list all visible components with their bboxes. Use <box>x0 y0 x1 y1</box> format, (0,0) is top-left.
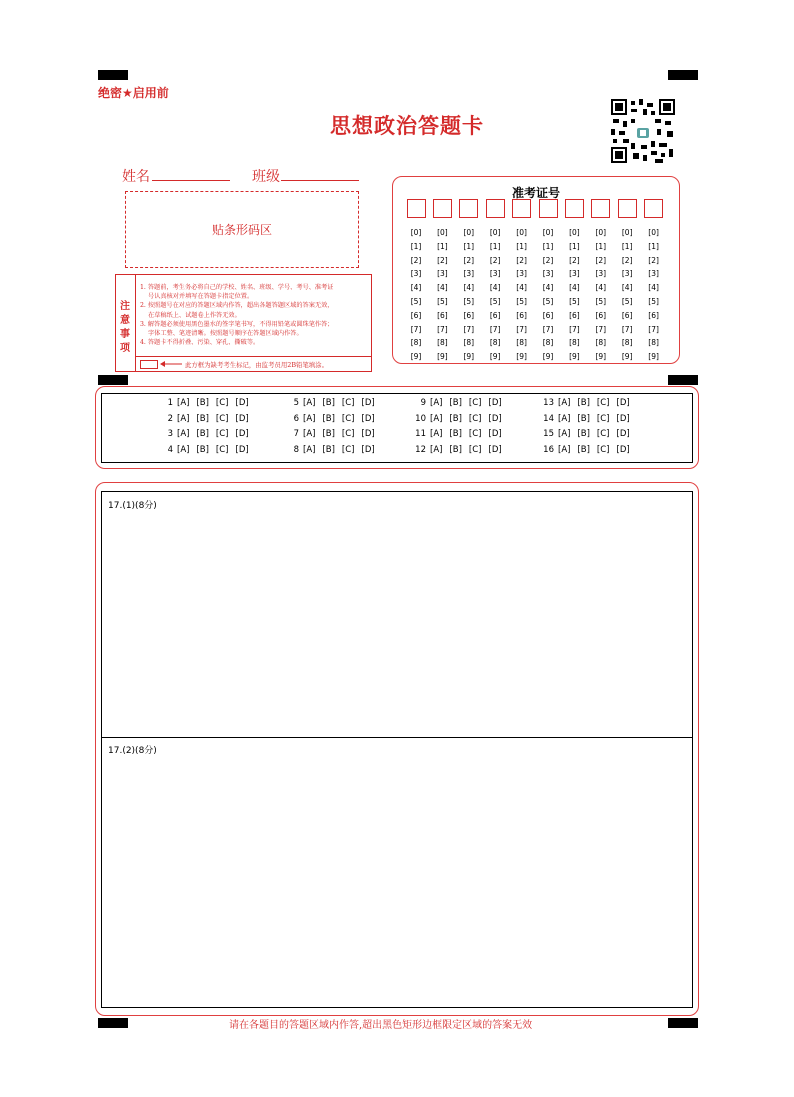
alignment-mark <box>98 1018 128 1028</box>
notice-label-char: 事 <box>120 329 130 340</box>
alignment-mark <box>668 1018 698 1028</box>
exam-id-bubble[interactable]: [9] <box>569 352 580 362</box>
exam-id-digit-box[interactable] <box>618 199 637 218</box>
mcq-option-bubble[interactable]: [C] <box>215 429 229 439</box>
alignment-mark <box>668 70 698 80</box>
exam-id-bubble[interactable]: [5] <box>437 296 448 306</box>
mcq-question-number: 1 <box>167 398 173 408</box>
class-label: 班级 <box>252 169 280 185</box>
exam-id-bubble[interactable]: [3] <box>516 269 527 279</box>
exam-id-bubble[interactable]: [8] <box>516 338 527 348</box>
exam-id-column <box>563 199 585 364</box>
exam-id-bubble[interactable]: [5] <box>489 296 501 306</box>
exam-id-bubble[interactable]: [0] <box>542 228 554 237</box>
exam-id-bubble[interactable]: [1] <box>542 241 554 251</box>
mcq-option-bubble[interactable]: [B] <box>322 444 335 455</box>
notice-box <box>115 274 372 372</box>
exam-id-bubble[interactable]: [3] <box>569 269 580 279</box>
mcq-option-bubble[interactable]: [C] <box>341 429 355 439</box>
notice-item: 号认真核对并填写在答题卡指定位置。 <box>148 293 254 301</box>
alignment-mark <box>98 70 128 80</box>
exam-id-bubble[interactable]: [2] <box>489 255 501 265</box>
mcq-question-number: 7 <box>293 429 299 439</box>
mcq-option-bubble[interactable]: [C] <box>215 398 229 408</box>
exam-id-bubble[interactable]: [7] <box>516 324 527 334</box>
notice-label-char: 项 <box>120 343 130 354</box>
mcq-option-bubble[interactable]: [C] <box>468 413 482 424</box>
exam-id-bubble[interactable]: [8] <box>463 338 475 348</box>
mcq-option-bubble[interactable]: [B] <box>322 413 335 424</box>
exam-id-bubble[interactable]: [0] <box>516 228 527 237</box>
exam-id-bubble[interactable]: [6] <box>569 310 580 320</box>
mcq-option-bubble[interactable]: [B] <box>449 444 462 455</box>
mcq-question-row <box>414 414 509 424</box>
exam-id-bubble[interactable]: [4] <box>463 283 475 293</box>
exam-id-bubble[interactable]: [3] <box>410 269 422 279</box>
mcq-question-number: 4 <box>167 444 173 455</box>
exam-id-bubble[interactable]: [6] <box>595 310 607 320</box>
mcq-option-bubble[interactable]: [A] <box>177 444 190 455</box>
exam-id-bubble[interactable]: [8] <box>410 338 422 348</box>
mcq-option-bubble[interactable]: [C] <box>215 444 229 455</box>
exam-id-bubble[interactable]: [1] <box>648 241 659 251</box>
exam-id-column <box>511 199 533 364</box>
absent-note: 此方框为缺考考生标记，由监考员用2B铅笔填涂。 <box>185 361 328 369</box>
notice-label <box>116 275 136 371</box>
page-title: 思想政治答题卡 <box>330 114 484 138</box>
exam-id-bubble[interactable]: [1] <box>410 241 422 251</box>
barcode-area-label: 贴条形码区 <box>211 223 272 237</box>
absent-checkbox[interactable] <box>140 360 158 369</box>
mcq-question-row <box>414 429 509 439</box>
exam-id-bubble[interactable]: [4] <box>648 283 659 293</box>
mcq-option-bubble[interactable]: [C] <box>468 429 482 439</box>
mcq-option-bubble[interactable]: [D] <box>235 429 249 439</box>
exam-id-column <box>537 199 559 364</box>
exam-id-bubble[interactable]: [3] <box>463 269 475 279</box>
exam-id-bubble[interactable]: [5] <box>463 296 475 306</box>
mcq-option-bubble[interactable]: [D] <box>361 398 375 408</box>
mcq-question-number: 9 <box>420 398 426 408</box>
mcq-option-bubble[interactable]: [D] <box>616 444 630 455</box>
mcq-option-bubble[interactable]: [B] <box>196 429 209 439</box>
mcq-question-number: 6 <box>293 413 299 424</box>
exam-id-bubble[interactable]: [6] <box>463 310 475 320</box>
exam-id-bubble[interactable]: [8] <box>595 338 607 348</box>
exam-id-column <box>484 199 506 364</box>
mcq-option-bubble[interactable]: [B] <box>449 398 462 408</box>
mcq-option-bubble[interactable]: [D] <box>488 398 502 408</box>
answer-box-17-1[interactable] <box>101 491 693 738</box>
mcq-question-row <box>287 445 382 455</box>
mcq-option-bubble[interactable]: [C] <box>596 444 610 455</box>
mcq-option-bubble[interactable]: [B] <box>322 429 335 439</box>
exam-id-bubble[interactable]: [7] <box>595 324 607 334</box>
notice-text <box>140 283 368 347</box>
mcq-question-row <box>161 398 256 408</box>
exam-id-bubble[interactable]: [7] <box>489 324 501 334</box>
exam-id-grid <box>405 199 667 361</box>
mcq-question-number: 16 <box>543 444 554 455</box>
exam-id-bubble[interactable]: [7] <box>463 324 475 334</box>
exam-id-digit-box[interactable] <box>565 199 584 218</box>
mcq-option-bubble[interactable]: [B] <box>577 413 590 424</box>
question-label: 17.(2)(8分) <box>108 746 157 756</box>
exam-id-bubble[interactable]: [5] <box>648 296 659 306</box>
mcq-option-bubble[interactable]: [A] <box>177 413 190 424</box>
mcq-option-bubble[interactable]: [D] <box>616 429 630 439</box>
mcq-option-bubble[interactable]: [D] <box>488 444 502 455</box>
exam-id-bubble[interactable]: [4] <box>516 283 527 293</box>
exam-id-bubble[interactable]: [8] <box>437 338 448 348</box>
exam-id-bubble[interactable]: [9] <box>516 352 527 362</box>
exam-id-bubble[interactable]: [7] <box>410 324 422 334</box>
exam-id-bubble[interactable]: [6] <box>410 310 422 320</box>
mcq-option-bubble[interactable]: [A] <box>430 429 443 439</box>
exam-id-bubble[interactable]: [4] <box>569 283 580 293</box>
exam-id-bubble[interactable]: [8] <box>489 338 501 348</box>
mcq-option-bubble[interactable]: [A] <box>303 398 316 408</box>
mcq-option-bubble[interactable]: [D] <box>616 398 630 408</box>
exam-id-bubble[interactable]: [6] <box>648 310 659 320</box>
mcq-option-bubble[interactable]: [B] <box>196 444 209 455</box>
mcq-question-number: 11 <box>415 429 426 439</box>
mcq-question-number: 5 <box>293 398 299 408</box>
exam-id-bubble[interactable]: [1] <box>621 241 633 251</box>
mcq-option-bubble[interactable]: [D] <box>361 413 375 424</box>
footer-warning: 请在各题目的答题区域内作答,超出黑色矩形边框限定区域的答案无效 <box>229 1020 533 1031</box>
mcq-question-row <box>542 414 637 424</box>
exam-id-bubble[interactable]: [1] <box>489 241 501 251</box>
notice-item: 在草稿纸上、试题卷上作答无效。 <box>148 311 241 319</box>
mcq-grid <box>101 393 691 461</box>
name-field[interactable] <box>152 180 230 181</box>
mcq-option-bubble[interactable]: [A] <box>430 413 443 424</box>
exam-id-bubble[interactable]: [2] <box>569 255 580 265</box>
exam-id-digit-box[interactable] <box>486 199 505 218</box>
mcq-option-bubble[interactable]: [A] <box>558 398 571 408</box>
mcq-option-bubble[interactable]: [D] <box>488 429 502 439</box>
exam-id-digit-box[interactable] <box>591 199 610 218</box>
question-label: 17.(1)(8分) <box>108 501 157 511</box>
exam-id-column <box>590 199 612 364</box>
mcq-option-bubble[interactable]: [A] <box>177 429 190 439</box>
exam-id-digit-box[interactable] <box>433 199 452 218</box>
exam-id-column <box>431 199 453 364</box>
exam-id-bubble[interactable]: [9] <box>621 352 633 362</box>
exam-id-column <box>458 199 480 364</box>
exam-id-bubble[interactable]: [1] <box>569 241 580 251</box>
exam-id-bubble[interactable]: [3] <box>437 269 448 279</box>
exam-id-bubble[interactable]: [6] <box>621 310 633 320</box>
notice-item: 4. 答题卡不得折叠、污染、穿孔、撕破等。 <box>140 339 260 347</box>
mcq-option-bubble[interactable]: [C] <box>341 444 355 455</box>
exam-id-title: 准考证号 <box>511 186 560 200</box>
exam-id-bubble[interactable]: [4] <box>437 283 448 293</box>
exam-id-bubble[interactable]: [5] <box>410 296 422 306</box>
exam-id-bubble[interactable]: [9] <box>489 352 501 362</box>
alignment-mark <box>668 375 698 385</box>
exam-id-bubble[interactable]: [1] <box>463 241 475 251</box>
exam-id-column <box>405 199 427 364</box>
mcq-option-bubble[interactable]: [D] <box>235 444 249 455</box>
mcq-option-bubble[interactable]: [C] <box>596 398 610 408</box>
mcq-option-bubble[interactable]: [B] <box>449 429 462 439</box>
exam-id-bubble[interactable]: [4] <box>621 283 633 293</box>
mcq-option-bubble[interactable]: [C] <box>215 413 229 424</box>
exam-id-bubble[interactable]: [0] <box>410 228 422 237</box>
mcq-option-bubble[interactable]: [A] <box>303 429 316 439</box>
mcq-option-bubble[interactable]: [D] <box>361 429 375 439</box>
mcq-option-bubble[interactable]: [C] <box>341 413 355 424</box>
exam-id-digit-box[interactable] <box>459 199 478 218</box>
alignment-mark <box>98 375 128 385</box>
exam-id-bubble[interactable]: [5] <box>595 296 607 306</box>
exam-id-bubble[interactable]: [7] <box>569 324 580 334</box>
mcq-question-row <box>161 429 256 439</box>
exam-id-bubble[interactable]: [3] <box>542 269 554 279</box>
exam-id-bubble[interactable]: [5] <box>542 296 554 306</box>
mcq-option-bubble[interactable]: [D] <box>235 413 249 424</box>
mcq-question-row <box>414 445 509 455</box>
mcq-option-bubble[interactable]: [C] <box>596 429 610 439</box>
exam-id-bubble[interactable]: [6] <box>489 310 501 320</box>
exam-id-bubble[interactable]: [6] <box>516 310 527 320</box>
notice-item: 1. 答题前，考生务必将自己的学校、姓名、班级、学号、考号、准考证 <box>140 284 334 291</box>
exam-id-bubble[interactable]: [9] <box>463 352 475 362</box>
exam-id-bubble[interactable]: [3] <box>648 269 659 279</box>
mcq-question-number: 12 <box>415 444 426 455</box>
mcq-question-number: 15 <box>543 429 554 439</box>
exam-id-bubble[interactable]: [0] <box>595 228 607 237</box>
notice-item: 2. 按照题号在对应的答题区域内作答，超出各题答题区域的答案无效， <box>140 302 334 310</box>
exam-id-bubble[interactable]: [0] <box>621 228 633 237</box>
exam-id-bubble[interactable]: [2] <box>410 255 422 265</box>
class-field[interactable] <box>281 180 359 181</box>
mcq-option-bubble[interactable]: [B] <box>577 429 590 439</box>
exam-id-bubble[interactable]: [0] <box>463 228 475 237</box>
mcq-question-row <box>161 414 256 424</box>
exam-id-bubble[interactable]: [2] <box>595 255 607 265</box>
mcq-question-row <box>161 445 256 455</box>
mcq-question-number: 3 <box>167 429 173 439</box>
mcq-question-number: 14 <box>543 413 554 424</box>
mcq-option-bubble[interactable]: [A] <box>558 444 571 455</box>
mcq-question-number: 8 <box>293 444 299 455</box>
qr-code-icon <box>611 99 675 163</box>
exam-id-bubble[interactable]: [4] <box>595 283 607 293</box>
exam-id-bubble[interactable]: [3] <box>621 269 633 279</box>
notice-label-char: 注 <box>120 301 130 312</box>
mcq-option-bubble[interactable]: [A] <box>177 398 190 408</box>
mcq-option-bubble[interactable]: [C] <box>468 444 482 455</box>
mcq-question-row <box>287 398 382 408</box>
exam-id-bubble[interactable]: [0] <box>437 228 448 237</box>
mcq-option-bubble[interactable]: [A] <box>558 413 571 424</box>
mcq-option-bubble[interactable]: [B] <box>196 398 209 408</box>
exam-id-bubble[interactable]: [1] <box>595 241 607 251</box>
arrow-left-icon <box>160 360 182 368</box>
mcq-question-row <box>542 429 637 439</box>
exam-id-bubble[interactable]: [1] <box>437 241 448 251</box>
exam-id-bubble[interactable]: [2] <box>437 255 448 265</box>
exam-id-bubble[interactable]: [1] <box>516 241 527 251</box>
mcq-option-bubble[interactable]: [D] <box>488 413 502 424</box>
mcq-question-row <box>542 398 637 408</box>
exam-id-bubble[interactable]: [7] <box>542 324 554 334</box>
notice-item: 字体工整、笔迹清晰。按照题号顺序在答题区域内作答。 <box>148 330 303 338</box>
exam-id-bubble[interactable]: [4] <box>542 283 554 293</box>
exam-id-box <box>392 176 680 364</box>
exam-id-bubble[interactable]: [0] <box>648 228 659 237</box>
exam-id-bubble[interactable]: [5] <box>621 296 633 306</box>
exam-id-bubble[interactable]: [8] <box>648 338 659 348</box>
mcq-option-bubble[interactable]: [A] <box>303 444 316 455</box>
mcq-question-row <box>287 414 382 424</box>
exam-id-bubble[interactable]: [4] <box>410 283 422 293</box>
mcq-question-number: 13 <box>543 398 554 408</box>
exam-id-bubble[interactable]: [7] <box>621 324 633 334</box>
name-label: 姓名 <box>122 169 150 185</box>
mcq-option-bubble[interactable]: [A] <box>303 413 316 424</box>
exam-id-bubble[interactable]: [9] <box>648 352 659 362</box>
exam-id-bubble[interactable]: [6] <box>437 310 448 320</box>
exam-id-bubble[interactable]: [3] <box>595 269 607 279</box>
mcq-option-bubble[interactable]: [B] <box>577 444 590 455</box>
exam-id-bubble[interactable]: [9] <box>437 352 448 362</box>
mcq-option-bubble[interactable]: [B] <box>449 413 462 424</box>
mcq-option-bubble[interactable]: [B] <box>322 398 335 408</box>
exam-id-bubble[interactable]: [7] <box>437 324 448 334</box>
barcode-area <box>125 191 359 268</box>
exam-id-bubble[interactable]: [0] <box>489 228 501 237</box>
mcq-question-number: 10 <box>415 413 426 424</box>
confidential-label: 绝密★启用前 <box>98 86 169 100</box>
mcq-option-bubble[interactable]: [D] <box>235 398 249 408</box>
exam-id-bubble[interactable]: [9] <box>410 352 422 362</box>
exam-id-bubble[interactable]: [0] <box>569 228 580 237</box>
mcq-option-bubble[interactable]: [C] <box>341 398 355 408</box>
mcq-question-row <box>542 445 637 455</box>
mcq-question-number: 2 <box>167 413 173 424</box>
notice-label-char: 意 <box>120 315 130 326</box>
exam-id-digit-box[interactable] <box>512 199 531 218</box>
exam-id-bubble[interactable]: [7] <box>648 324 659 334</box>
exam-id-bubble[interactable]: [5] <box>516 296 527 306</box>
mcq-option-bubble[interactable]: [D] <box>616 413 630 424</box>
exam-id-column <box>616 199 638 364</box>
mcq-option-bubble[interactable]: [D] <box>361 444 375 455</box>
mcq-option-bubble[interactable]: [C] <box>596 413 610 424</box>
mcq-option-bubble[interactable]: [A] <box>430 398 443 408</box>
exam-id-bubble[interactable]: [3] <box>489 269 501 279</box>
exam-id-bubble[interactable]: [9] <box>595 352 607 362</box>
exam-id-bubble[interactable]: [8] <box>569 338 580 348</box>
exam-id-bubble[interactable]: [8] <box>621 338 633 348</box>
mcq-option-bubble[interactable]: [B] <box>196 413 209 424</box>
exam-id-bubble[interactable]: [2] <box>621 255 633 265</box>
exam-id-digit-box[interactable] <box>539 199 558 218</box>
exam-id-bubble[interactable]: [5] <box>569 296 580 306</box>
mcq-option-bubble[interactable]: [A] <box>558 429 571 439</box>
notice-item: 3. 解答题必须使用黑色墨水的签字笔书写，不得用铅笔或圆珠笔作答； <box>140 320 334 328</box>
mcq-option-bubble[interactable]: [B] <box>577 398 590 408</box>
exam-id-digit-box[interactable] <box>407 199 426 218</box>
answer-box-17-2[interactable] <box>101 737 693 1008</box>
exam-id-column <box>643 199 665 364</box>
exam-id-bubble[interactable]: [4] <box>489 283 501 293</box>
mcq-question-row <box>287 429 382 439</box>
mcq-question-row <box>414 398 509 408</box>
exam-id-bubble[interactable]: [2] <box>648 255 659 265</box>
absent-row <box>135 356 371 372</box>
mcq-option-bubble[interactable]: [A] <box>430 444 443 455</box>
mcq-option-bubble[interactable]: [C] <box>468 398 482 408</box>
exam-id-bubble[interactable]: [2] <box>542 255 554 265</box>
exam-id-bubble[interactable]: [2] <box>463 255 475 265</box>
exam-id-bubble[interactable]: [8] <box>542 338 554 348</box>
exam-id-digit-box[interactable] <box>644 199 663 218</box>
exam-id-bubble[interactable]: [6] <box>542 310 554 320</box>
exam-id-bubble[interactable]: [2] <box>516 255 527 265</box>
exam-id-bubble[interactable]: [9] <box>542 352 554 362</box>
